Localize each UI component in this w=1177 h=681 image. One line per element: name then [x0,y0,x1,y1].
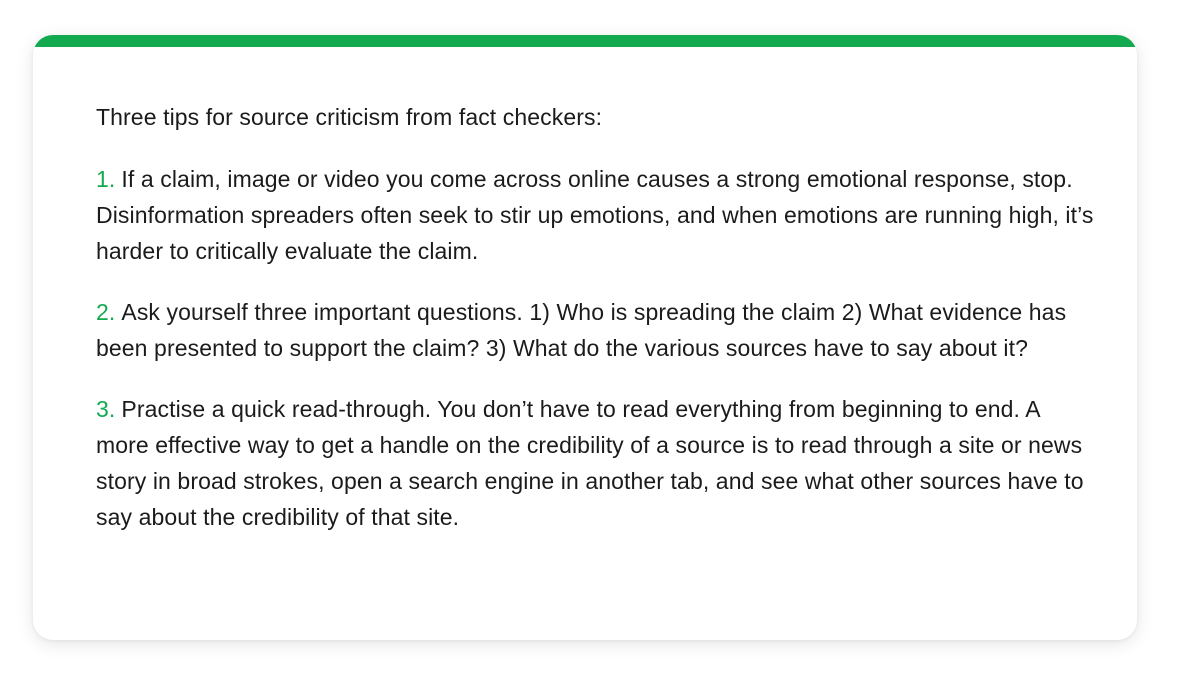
tip-number: 3. [96,396,116,422]
tip-text: Practise a quick read-through. You don’t have to read everything from beginning to end. A more effective way to get a handle on the credibility of a source is to read through a site or news story in broad strokes, open a search engine in another tab, and see what other sources have to say about the credibility of that site. [96,396,1084,530]
tip-text: Ask yourself three important questions. 1) Who is spreading the claim 2) What evidence has been presented to support the claim? 3) What do the various sources have to say about it? [96,299,1067,361]
card-accent-bar [33,35,1137,47]
card-body [96,99,1096,560]
tip-1 [96,161,1096,269]
tip-number: 2. [96,299,116,325]
tip-3 [96,391,1096,535]
tips-card [33,35,1137,640]
tip-text: If a claim, image or video you come across online causes a strong emotional response, stop. Disinformation spreaders often seek to stir up emotions, and when emotions are running high, it’s harder to critically evaluate the claim. [96,166,1094,264]
tip-number: 1. [96,166,116,192]
tip-2 [96,294,1096,366]
card-heading: Three tips for source criticism from fact checkers: [96,104,603,130]
